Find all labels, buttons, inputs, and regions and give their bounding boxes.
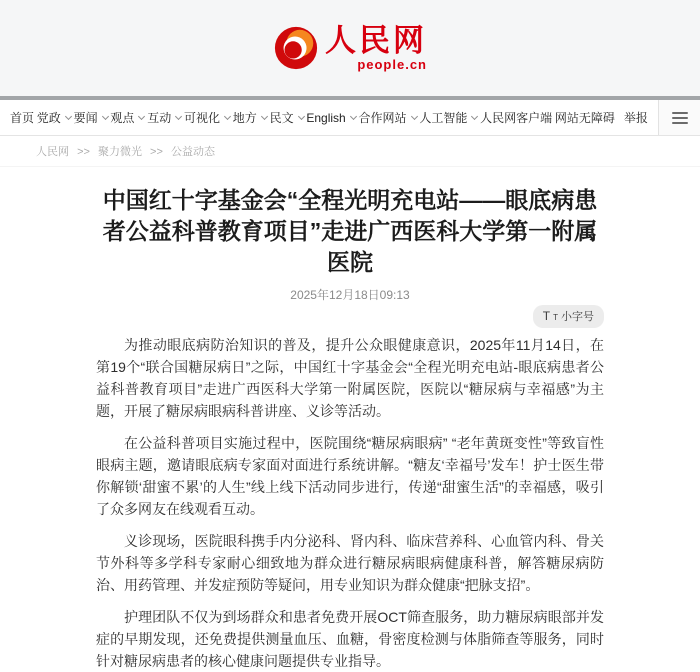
article <box>96 167 604 672</box>
site-header <box>0 0 700 96</box>
chevron-down-icon <box>471 112 478 119</box>
chevron-down-icon <box>298 112 305 119</box>
article-toolbar <box>96 305 604 328</box>
nav-item-visualization[interactable] <box>184 109 230 126</box>
article-title: 中国红十字基金会“全程光明充电站——眼底病患者公益科普教育项目”走进广西医科大学第一附属医院 <box>102 187 598 275</box>
font-size-button-label: 小字号 <box>561 311 594 323</box>
nav-item-minority-languages[interactable] <box>270 109 304 126</box>
nav-item-label: 观点 <box>110 111 135 125</box>
nav-item-news[interactable] <box>74 109 108 126</box>
hamburger-icon <box>672 112 688 114</box>
nav-item-app-client[interactable] <box>480 109 552 126</box>
people-cn-logo[interactable] <box>273 22 427 72</box>
article-body <box>96 334 604 672</box>
nav-item-label: 可视化 <box>183 111 220 125</box>
nav-item-ai[interactable] <box>419 109 477 126</box>
article-date: 2025年12月18日09:13 <box>290 288 410 302</box>
article-paragraph: 义诊现场，医院眼科携手内分泌科、肾内科、临床营养科、心血管内科、骨关节外科等多学科专家耐心细致地为群众进行糖尿病眼病健康科普，解答糖尿病防治、用药管理、并发症预防等疑问，用专业知识为群众健康“把脉支招”。 <box>96 533 604 593</box>
nav-item-local[interactable] <box>233 109 267 126</box>
logo-brand-text: 人民网 <box>325 22 427 58</box>
hamburger-icon <box>672 122 688 124</box>
nav-item-label: 互动 <box>147 111 172 125</box>
article-paragraph: 护理团队不仅为到场群众和患者免费开展OCT筛查服务，助力糖尿病眼部并发症的早期发现，还免费提供测量血压、血糖，骨密度检测与体脂筛查等服务，同时针对糖尿病患者的核心健康问题提供专业指导。 <box>96 609 604 669</box>
chevron-down-icon <box>224 112 231 119</box>
nav-right-group <box>555 109 648 126</box>
nav-item-report[interactable] <box>624 109 648 126</box>
article-paragraph: 为推动眼底病防治知识的普及，提升公众眼健康意识，2025年11月14日，在第19个“联合国糖尿病日”之际，中国红十字基金会“全程光明充电站-眼底病患者公益科普教育项目”走进广西医科大学第一附属医院，医院以“糖尿病与幸福感”为主题，开展了糖尿病眼病科普讲座、义诊等活动。 <box>96 337 604 419</box>
chevron-down-icon <box>350 112 357 119</box>
chevron-down-icon <box>65 112 72 119</box>
nav-item-label: 举报 <box>623 111 648 125</box>
chevron-down-icon <box>175 112 182 119</box>
breadcrumb-link-people-cn[interactable]: 人民网 <box>36 146 69 158</box>
font-size-button[interactable] <box>533 305 604 328</box>
chevron-down-icon <box>410 112 417 119</box>
nav-item-english[interactable] <box>306 111 355 125</box>
breadcrumb-separator: >> <box>150 146 163 158</box>
nav-item-label: 人民网客户端 <box>480 111 553 125</box>
Tt-icon: T <box>553 313 558 322</box>
nav-item-label: 人工智能 <box>419 111 468 125</box>
menu-button[interactable] <box>658 100 700 135</box>
logo-domain-text: people.cn <box>357 56 427 72</box>
breadcrumb-separator: >> <box>77 146 90 158</box>
Tt-icon: T <box>542 309 551 323</box>
chevron-down-icon <box>261 112 268 119</box>
nav-items <box>0 100 658 135</box>
nav-item-party-politics[interactable] <box>37 109 71 126</box>
breadcrumb-link-section[interactable]: 公益动态 <box>170 146 215 158</box>
nav-item-label: 要闻 <box>73 111 98 125</box>
nav-item-label: 网站无障碍 <box>554 111 615 125</box>
nav-item-accessibility[interactable] <box>555 109 615 126</box>
nav-item-label: 民文 <box>269 111 294 125</box>
people-daily-globe-icon <box>273 25 319 71</box>
article-paragraph: 在公益科普项目实施过程中，医院围绕“糖尿病眼病” “老年黄斑变性”等致盲性眼病主题，邀请眼底病专家面对面进行系统讲解。“糖友‘幸福号’发车！护士医生带你解锁‘甜蜜不累’的人生”线上线下活动同步进行，传递“甜蜜生活”的幸福感，吸引了众多网友在线观看互动。 <box>96 435 604 517</box>
chevron-down-icon <box>102 112 109 119</box>
nav-item-home[interactable] <box>10 109 34 126</box>
chevron-down-icon <box>138 112 145 119</box>
nav-item-label: English <box>306 110 346 125</box>
nav-item-label: 党政 <box>36 111 61 125</box>
breadcrumb-link-channel[interactable]: 聚力微光 <box>97 146 142 158</box>
nav-item-opinion[interactable] <box>110 109 144 126</box>
nav-item-label: 地方 <box>232 111 257 125</box>
main-nav <box>0 100 700 136</box>
hamburger-icon <box>672 117 688 119</box>
breadcrumb <box>0 136 700 167</box>
nav-item-label: 合作网站 <box>358 111 407 125</box>
nav-item-interactive[interactable] <box>147 109 181 126</box>
nav-item-partner-sites[interactable] <box>359 109 417 126</box>
nav-item-label: 首页 <box>10 111 35 125</box>
